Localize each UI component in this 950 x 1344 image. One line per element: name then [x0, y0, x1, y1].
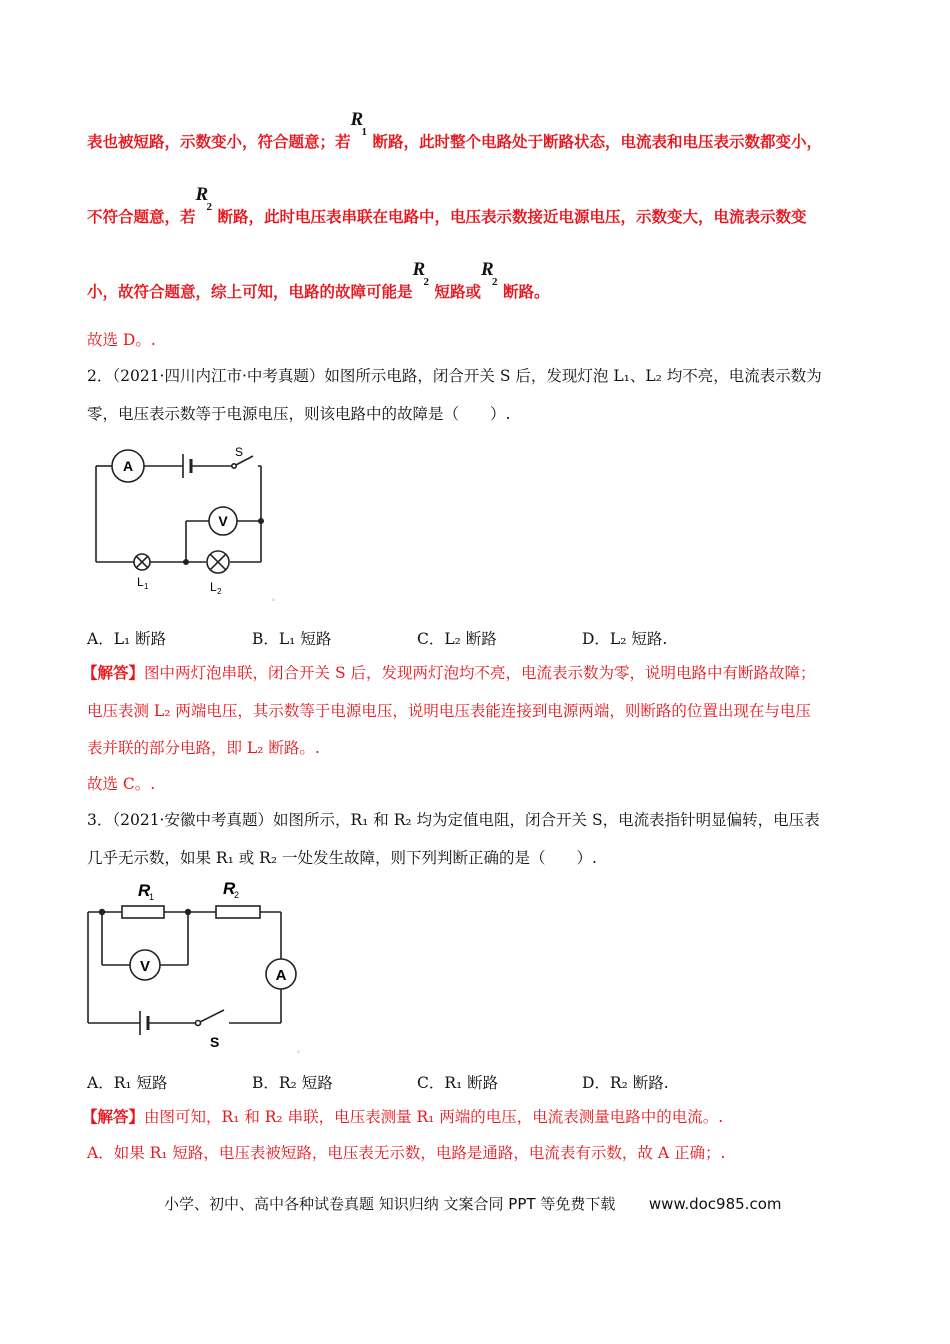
q2-option-b: B．L₁ 短路 — [252, 630, 332, 648]
fig2-lamp2-sub: 2 — [217, 587, 222, 596]
fig3-voltmeter-label: V — [139, 958, 151, 975]
q2-option-a: A．L₁ 断路 — [87, 630, 167, 648]
q3-option-b: B．R₂ 短路 — [252, 1074, 333, 1092]
fig2-ammeter-label: A — [122, 458, 134, 474]
q3-circuit-figure — [84, 872, 314, 1057]
q2-answer-line1: 【解答】图中两灯泡串联，闭合开关 S 后，发现两灯泡均不亮，电流表示数为零，说明电路中有断路故障； — [82, 663, 816, 682]
fig3-r2-label: R — [223, 879, 236, 898]
r1-symbol: R 1 — [350, 109, 368, 138]
footer-url[interactable]: www.doc985.com — [648, 1195, 782, 1213]
q3-option-a: A．R₁ 短路 — [87, 1074, 168, 1092]
q2-answer-line2: 电压表测 L₂ 两端电压，其示数等于电源电压，说明电压表能连接到电源两端，则断路的位置出现在与电压 — [87, 702, 811, 720]
q3-stem-line2: 几乎无示数，如果 R₁ 或 R₂ 一处发生故障，则下列判断正确的是（ ）. — [87, 849, 597, 867]
q2-conclusion: 故选 C。. — [87, 775, 156, 793]
para1-line3: 小，故符合题意，综上可知，电路的故障可能是 R 2 短路或 R 2 断路。 — [87, 259, 550, 301]
footer — [164, 1193, 781, 1214]
para1-line1: 表也被短路，示数变小，符合题意；若 R 1 断路，此时整个电路处于断路状态，电流表和电压表示数都变小， — [87, 109, 823, 151]
fig2-lamp1-label: L — [137, 575, 144, 589]
fig3-ammeter-label: A — [275, 967, 287, 984]
para1-line2: 不符合题意，若 R 2 断路，此时电压表串联在电路中，电压表示数接近电源电压，示数变大，电流表示数变 — [87, 184, 807, 226]
q2-stem-line1: 2．（2021·四川内江市·中考真题）如图所示电路，闭合开关 S 后，发现灯泡 L₁、L₂ 均不亮，电流表示数为 — [87, 367, 822, 385]
r2-symbol: R 2 — [481, 259, 498, 288]
fig2-lamp2-label: L — [210, 580, 217, 594]
q3-stem-line1: 3．（2021·安徽中考真题）如图所示，R₁ 和 R₂ 均为定值电阻，闭合开关 S，电流表指针明显偏转，电压表 — [87, 811, 820, 829]
para1-conclusion: 故选 D。. — [87, 331, 156, 349]
q3-option-c: C．R₁ 断路 — [417, 1074, 499, 1092]
q2-option-d: D．L₂ 短路. — [582, 630, 668, 648]
fig3-r2-sub: 2 — [234, 890, 240, 900]
fig3-switch-label: S — [210, 1034, 220, 1050]
q3-option-d: D．R₂ 断路. — [582, 1074, 669, 1092]
footer-text: 小学、初中、高中各种试卷真题 知识归纳 文案合同 PPT 等免费下载 — [164, 1195, 616, 1213]
fig3-r1-sub: 1 — [149, 892, 155, 902]
fig2-lamp1-sub: 1 — [144, 582, 149, 591]
fig2-voltmeter-label: V — [218, 513, 228, 529]
fig3-dot: 。 — [297, 1045, 305, 1054]
fig3-r1-label: R — [138, 881, 151, 900]
r2-symbol: R 2 — [195, 184, 213, 213]
q2-option-c: C．L₂ 断路 — [417, 630, 497, 648]
fig2-switch-label: S — [235, 445, 244, 459]
q2-circuit-figure — [88, 440, 288, 605]
q3-answer-line1: 【解答】由图可知，R₁ 和 R₂ 串联，电压表测量 R₁ 两端的电压，电流表测量电路中的电流。. — [82, 1107, 724, 1126]
fig2-dot: 。 — [272, 593, 280, 602]
q3-answer-line2: A．如果 R₁ 短路，电压表被短路，电压表无示数，电路是通路，电流表有示数，故 A 正确；. — [87, 1144, 726, 1162]
r2-symbol: R 2 — [412, 259, 430, 288]
q2-answer-line3: 表并联的部分电路，即 L₂ 断路。. — [87, 739, 320, 757]
q2-stem-line2: 零，电压表示数等于电源电压，则该电路中的故障是（ ）. — [87, 405, 511, 423]
